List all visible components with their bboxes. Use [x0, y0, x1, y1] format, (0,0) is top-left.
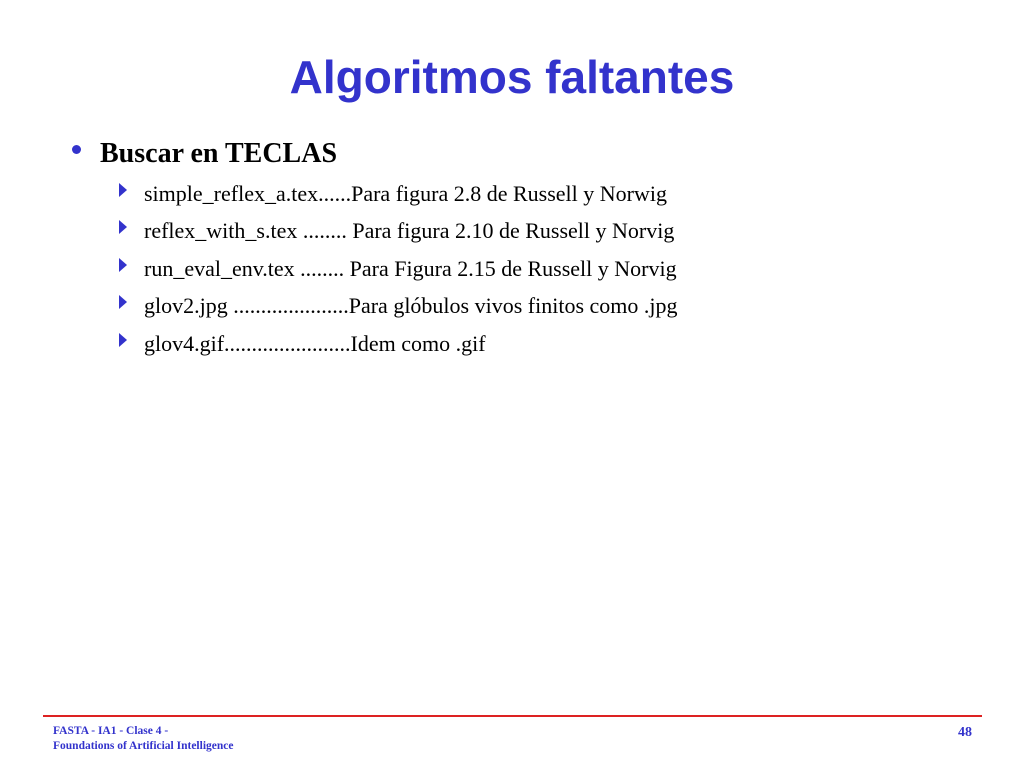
- footer-divider: [43, 715, 982, 717]
- sub-bullet-item: [119, 175, 678, 213]
- footer-line-1: FASTA - IA1 - Clase 4 -: [53, 725, 169, 737]
- triangle-right-icon: [119, 295, 127, 309]
- triangle-right-icon: [119, 220, 127, 234]
- footer-line-2: Foundations of Artificial Intelligence: [53, 740, 234, 752]
- page-number: 48: [958, 725, 972, 740]
- bullet-dot-icon: [72, 145, 81, 154]
- slide-title: Algoritmos faltantes: [289, 51, 735, 103]
- sub-bullet-item: [119, 288, 678, 326]
- footer-course-info: [53, 724, 233, 754]
- sub-bullet-item: [119, 325, 678, 363]
- triangle-right-icon: [119, 333, 127, 347]
- triangle-right-icon: [119, 183, 127, 197]
- bullet-text: Buscar en TECLAS: [100, 138, 338, 169]
- sub-bullet-text: reflex_with_s.tex ........ Para figura 2.10 de Russell y Norvig: [144, 218, 675, 244]
- sub-bullet-list: [119, 175, 678, 363]
- sub-bullet-text: glov2.jpg .....................Para glóbulos vivos finitos como .jpg: [144, 293, 678, 319]
- sub-bullet-text: simple_reflex_a.tex......Para figura 2.8 de Russell y Norwig: [144, 180, 667, 206]
- sub-bullet-item: [119, 250, 678, 288]
- sub-bullet-text: run_eval_env.tex ........ Para Figura 2.15 de Russell y Norvig: [144, 255, 677, 281]
- bullet-item: [72, 134, 337, 174]
- sub-bullet-text: glov4.gif.......................Idem como .gif: [144, 330, 486, 356]
- triangle-right-icon: [119, 258, 127, 272]
- sub-bullet-item: [119, 213, 678, 251]
